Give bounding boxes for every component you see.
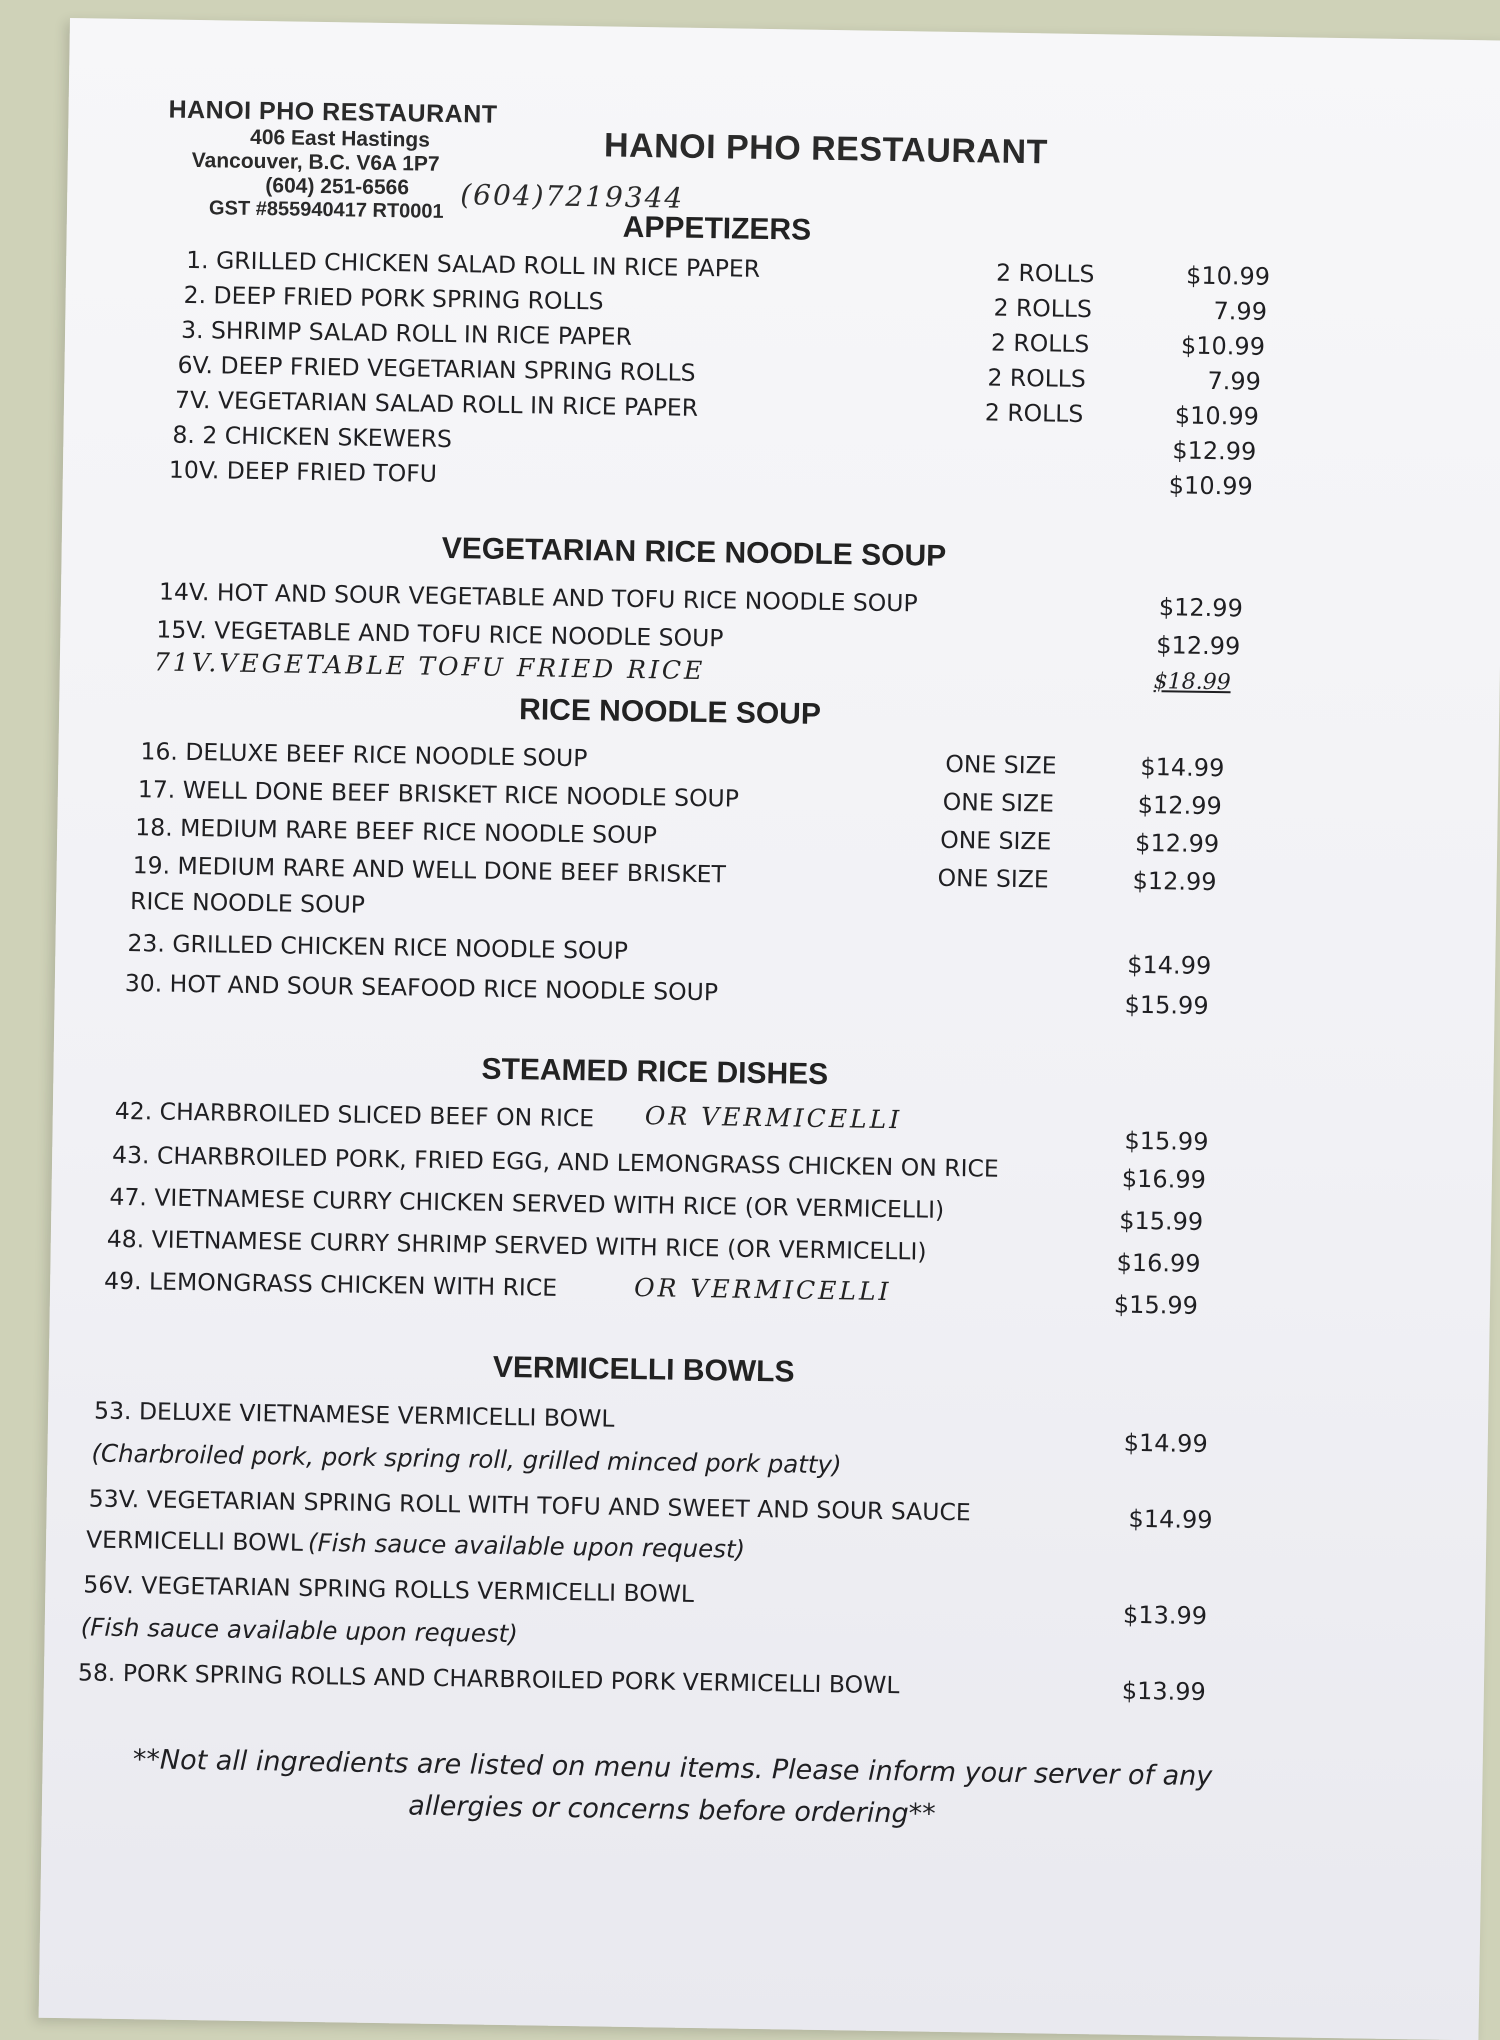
- handwritten-item: 71V.VEGETABLE TOFU FRIED RICE: [153, 647, 706, 686]
- item-name: 7V. VEGETARIAN SALAD ROLL IN RICE PAPER: [174, 385, 699, 422]
- item-name: 19. MEDIUM RARE AND WELL DONE BEEF BRISKET: [132, 851, 727, 889]
- item-qty: 2 ROLLS: [990, 328, 1090, 359]
- item-price: $12.99: [1158, 593, 1244, 623]
- item-price: $10.99: [1174, 401, 1260, 431]
- section-heading-appetizers: APPETIZERS: [622, 210, 812, 247]
- item-description: (Fish sauce available upon request): [307, 1527, 746, 1564]
- restaurant-stamp: [167, 96, 498, 225]
- item-price: $10.99: [1168, 471, 1253, 501]
- item-price: $12.99: [1137, 790, 1222, 821]
- menu-item: [127, 929, 1277, 981]
- item-qty: 2 ROLLS: [984, 398, 1084, 428]
- menu-item: [106, 1224, 1257, 1278]
- item-name: 3. SHRIMP SALAD ROLL IN RICE PAPER: [180, 315, 633, 351]
- item-continuation: RICE NOODLE SOUP: [129, 887, 366, 919]
- menu-sheet: [39, 18, 1500, 2040]
- handwritten-price: $18.99: [1153, 669, 1231, 696]
- item-description: (Charbroiled pork, pork spring roll, grilled minced pork patty): [91, 1438, 842, 1480]
- stamp-address: 406 East Hastings: [249, 125, 431, 152]
- item-price: 7.99: [1207, 366, 1262, 396]
- item-price: $12.99: [1132, 866, 1217, 897]
- item-price: $14.99: [1140, 752, 1225, 783]
- allergy-note-line1: **Not all ingredients are listed on menu items. Please inform your server of any: [132, 1744, 1213, 1793]
- item-handwritten-note: OR VERMICELLI: [633, 1273, 892, 1307]
- item-name: 10V. DEEP FRIED TOFU: [168, 455, 438, 488]
- item-price: $12.99: [1134, 828, 1220, 859]
- handwritten-phone: (604)7219344: [460, 178, 685, 215]
- menu-item: [109, 1182, 1259, 1236]
- item-name: 53. DELUXE VIETNAMESE VERMICELLI BOWL: [93, 1396, 615, 1433]
- item-name: 18. MEDIUM RARE BEEF RICE NOODLE SOUP: [135, 813, 658, 850]
- item-qty: ONE SIZE: [939, 825, 1052, 856]
- allergy-note-line2: allergies or concerns before ordering**: [407, 1790, 936, 1830]
- page-title: HANOI PHO RESTAURANT: [603, 126, 1049, 172]
- item-name: 47. VIETNAMESE CURRY CHICKEN SERVED WITH RICE (OR VERMICELLI): [109, 1182, 945, 1224]
- item-qty: 2 ROLLS: [995, 258, 1095, 289]
- menu-item: [103, 1266, 1254, 1320]
- item-name: 56V. VEGETARIAN SPRING ROLLS VERMICELLI BOWL: [83, 1570, 695, 1608]
- allergy-note: [122, 1739, 1223, 1840]
- item-price: 7.99: [1213, 296, 1268, 326]
- item-qty: 2 ROLLS: [987, 363, 1087, 393]
- item-price: $15.99: [1113, 1290, 1199, 1320]
- item-name: 1. GRILLED CHICKEN SALAD ROLL IN RICE PAPER: [185, 245, 761, 283]
- item-name: 58. PORK SPRING ROLLS AND CHARBROILED PORK VERMICELLI BOWL: [77, 1658, 900, 1700]
- item-name: 48. VIETNAMESE CURRY SHRIMP SERVED WITH RICE (OR VERMICELLI): [106, 1224, 927, 1266]
- item-name: 23. GRILLED CHICKEN RICE NOODLE SOUP: [127, 929, 629, 965]
- item-name: 2. DEEP FRIED PORK SPRING ROLLS: [183, 280, 604, 316]
- item-name: 15V. VEGETABLE AND TOFU RICE NOODLE SOUP: [156, 615, 724, 653]
- section-heading-vermicelli-bowls: VERMICELLI BOWLS: [492, 1350, 795, 1389]
- item-qty: ONE SIZE: [937, 863, 1050, 894]
- item-name: 16. DELUXE BEEF RICE NOODLE SOUP: [140, 737, 588, 773]
- item-price: $14.99: [1127, 950, 1212, 981]
- section-heading-rice-noodle-soup: RICE NOODLE SOUP: [518, 693, 822, 731]
- item-continuation-line: [86, 1524, 745, 1563]
- item-price: $10.99: [1185, 261, 1271, 291]
- item-name: 53V. VEGETARIAN SPRING ROLL WITH TOFU AND SWEET AND SOUR SAUCE: [88, 1484, 971, 1527]
- item-price: $15.99: [1119, 1206, 1204, 1236]
- item-continuation: VERMICELLI BOWL: [85, 1525, 304, 1557]
- item-name: 43. CHARBROILED PORK, FRIED EGG, AND LEMONGRASS CHICKEN ON RICE: [111, 1140, 999, 1183]
- stamp-gst: GST #855940417 RT0001: [208, 197, 444, 223]
- item-name: 6V. DEEP FRIED VEGETARIAN SPRING ROLLS: [177, 350, 696, 387]
- item-handwritten-note: OR VERMICELLI: [644, 1101, 903, 1135]
- item-name: 8. 2 CHICKEN SKEWERS: [172, 420, 453, 454]
- item-price: $14.99: [1128, 1504, 1213, 1535]
- stamp-phone: (604) 251-6566: [265, 174, 410, 200]
- menu-item: [88, 1484, 1238, 1535]
- menu-item: [111, 1140, 1262, 1194]
- stamp-name: HANOI PHO RESTAURANT: [168, 95, 498, 129]
- menu-item: [93, 1396, 1244, 1459]
- item-price: $16.99: [1116, 1248, 1201, 1278]
- item-price: $12.99: [1172, 436, 1257, 466]
- item-qty: ONE SIZE: [945, 749, 1057, 780]
- item-name: 30. HOT AND SOUR SEAFOOD RICE NOODLE SOUP: [124, 968, 719, 1007]
- item-name: 49. LEMONGRASS CHICKEN WITH RICE: [103, 1266, 558, 1302]
- item-qty: ONE SIZE: [942, 787, 1055, 818]
- item-name: 14V. HOT AND SOUR VEGETABLE AND TOFU RICE NOODLE SOUP: [158, 577, 918, 618]
- item-price: $13.99: [1121, 1676, 1207, 1707]
- item-price: $13.99: [1122, 1600, 1208, 1631]
- item-price: $16.99: [1121, 1164, 1207, 1194]
- menu-item: [114, 1096, 1265, 1157]
- section-heading-vegetarian-soup: VEGETARIAN RICE NOODLE SOUP: [441, 531, 947, 573]
- item-price: $15.99: [1124, 990, 1209, 1021]
- item-price: $14.99: [1123, 1428, 1208, 1459]
- stamp-city: Vancouver, B.C. V6A 1P7: [191, 148, 440, 176]
- item-name: 42. CHARBROILED SLICED BEEF ON RICE: [114, 1096, 595, 1133]
- menu-item: [78, 1658, 1228, 1706]
- item-qty: 2 ROLLS: [993, 293, 1093, 324]
- item-price: $12.99: [1156, 631, 1241, 661]
- menu-item: [124, 968, 1275, 1021]
- item-name: 17. WELL DONE BEEF BRISKET RICE NOODLE SOUP: [137, 775, 740, 813]
- item-price: $10.99: [1180, 331, 1266, 361]
- item-description: (Fish sauce available upon request): [80, 1612, 519, 1649]
- section-heading-steamed-rice: STEAMED RICE DISHES: [481, 1052, 829, 1092]
- item-price: $15.99: [1124, 1126, 1209, 1157]
